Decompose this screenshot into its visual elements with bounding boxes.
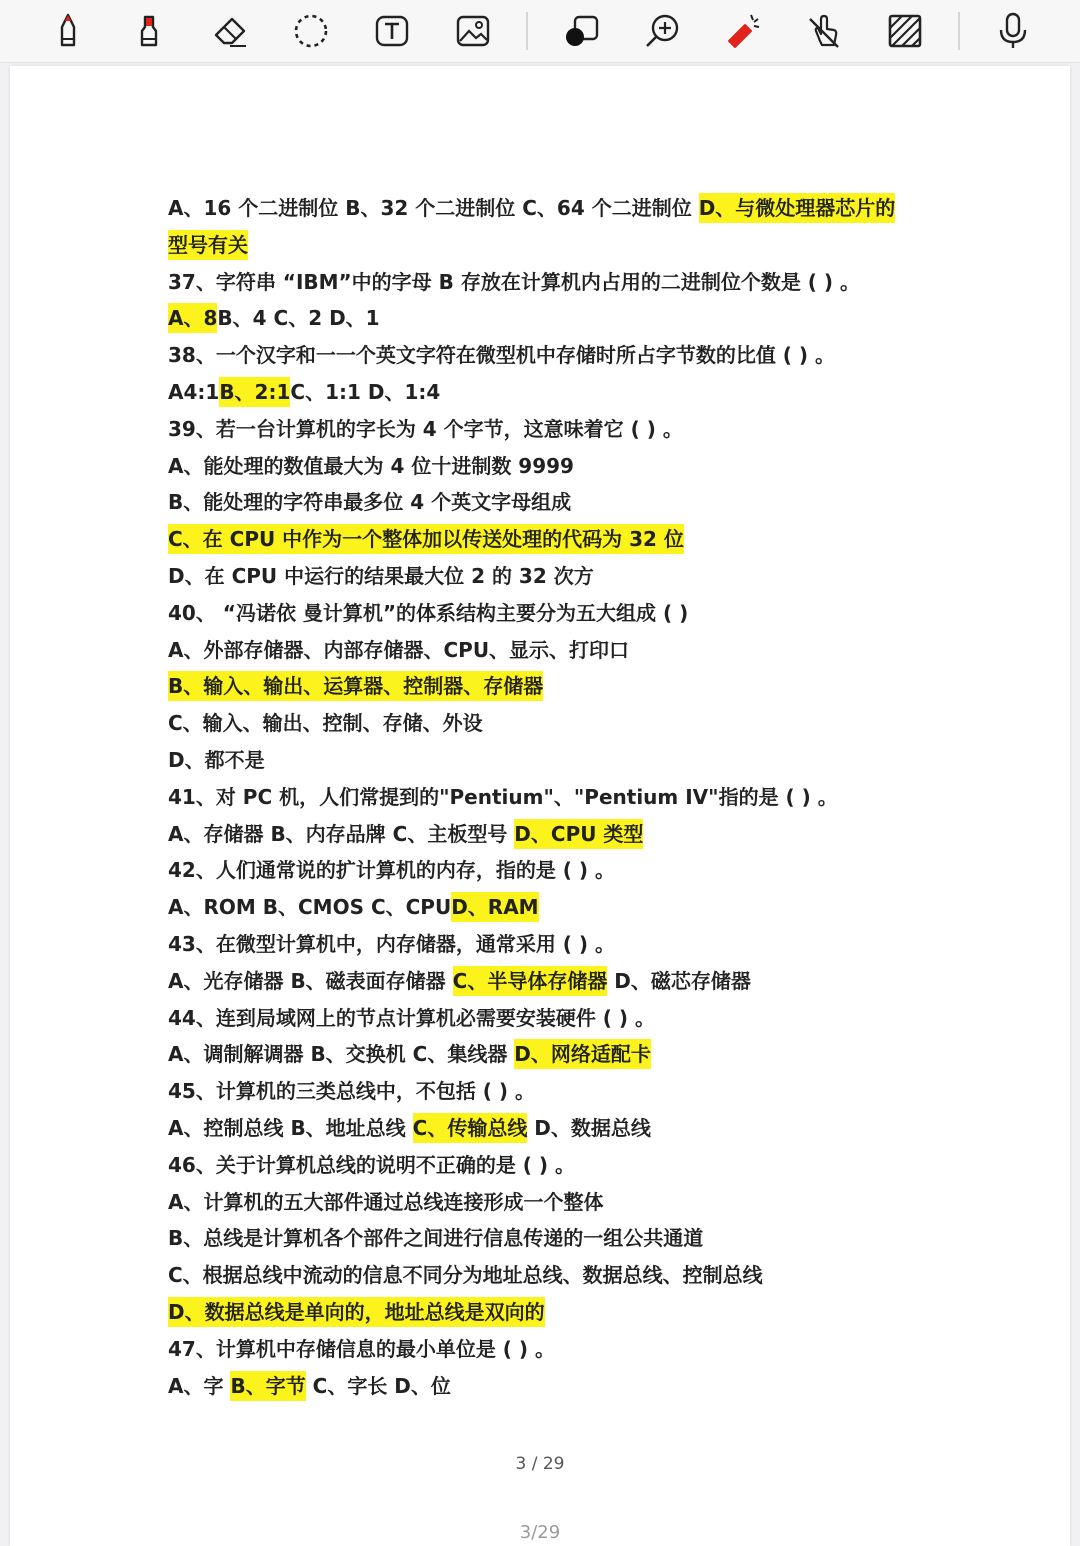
highlighter-icon xyxy=(129,11,169,51)
text-line xyxy=(168,448,948,485)
lasso-select-tool-button[interactable] xyxy=(288,8,334,54)
lasso-select-icon xyxy=(291,11,331,51)
text-line xyxy=(168,337,948,374)
text-segment: C、字长 D、位 xyxy=(305,1373,451,1398)
toolbar-divider xyxy=(526,12,528,50)
text-line xyxy=(168,300,948,337)
microphone-tool-button[interactable] xyxy=(990,8,1036,54)
text-segment: A、光存储器 B、磁表面存储器 xyxy=(168,968,453,993)
text-line xyxy=(168,264,948,301)
pen-icon xyxy=(48,11,88,51)
shape-icon xyxy=(561,11,601,51)
highlighted-answer: D、网络适配卡 xyxy=(514,1039,651,1069)
text-segment: 42、人们通常说的扩计算机的内存，指的是 ( ) 。 xyxy=(168,858,616,883)
highlighter-tool-button[interactable] xyxy=(126,8,172,54)
highlighted-answer: B、输入、输出、运算器、控制器、存储器 xyxy=(168,671,543,701)
text-segment: 46、关于计算机总线的说明不正确的是 ( ) 。 xyxy=(168,1152,576,1177)
highlighted-answer: B、字节 xyxy=(230,1371,305,1401)
text-line xyxy=(168,1147,948,1184)
highlighted-answer: C、半导体存储器 xyxy=(453,966,608,996)
text-line xyxy=(168,374,948,411)
text-segment: A、16 个二进制位 B、32 个二进制位 C、64 个二进制位 xyxy=(168,196,699,220)
highlighted-answer: D、CPU 类型 xyxy=(514,819,643,849)
text-line xyxy=(168,926,948,963)
text-segment: B、4 C、2 D、1 xyxy=(217,306,380,331)
highlighted-answer: C、传输总线 xyxy=(413,1113,528,1143)
eraser-icon xyxy=(210,11,250,51)
highlighted-answer: D、与微处理器芯片的 xyxy=(699,193,896,223)
text-segment: 44、连到局域网上的节点计算机必需要安装硬件 ( ) 。 xyxy=(168,1005,656,1030)
text-segment: D、都不是 xyxy=(168,747,265,772)
text-segment: D、数据总线 xyxy=(527,1115,651,1140)
highlighted-answer: D、RAM xyxy=(451,892,538,922)
text-segment: A4:1 xyxy=(168,379,220,404)
text-line xyxy=(168,190,948,227)
text-segment: A、计算机的五大部件通过总线连接形成一个整体 xyxy=(168,1189,604,1214)
text-line xyxy=(168,852,948,889)
text-line xyxy=(168,227,948,264)
text-line xyxy=(168,816,948,853)
page-indicator: 3 / 29 xyxy=(515,1454,565,1474)
next-page-indicator: 3/29 xyxy=(519,1522,561,1543)
text-line xyxy=(168,484,948,521)
touch-draw-icon xyxy=(804,11,844,51)
text-segment: A、调制解调器 B、交换机 C、集线器 xyxy=(168,1042,515,1067)
text-line xyxy=(168,595,948,632)
highlighted-answer: A、8 xyxy=(168,303,217,333)
text-line xyxy=(168,889,948,926)
text-line xyxy=(168,742,948,779)
text-line xyxy=(168,1000,948,1037)
text-segment: 37、字符串 “IBM”中的字母 B 存放在计算机内占用的二进制位个数是 ( ) 。 xyxy=(168,269,861,294)
text-segment: D、磁芯存储器 xyxy=(607,968,751,993)
text-line xyxy=(168,779,948,816)
text-box-icon xyxy=(372,11,412,51)
text-segment: A、外部存储器、内部存储器、CPU、显示、打印口 xyxy=(168,637,630,662)
shape-tool-button[interactable] xyxy=(558,8,604,54)
toolbar-divider xyxy=(958,12,960,50)
text-segment: B、总线是计算机各个部件之间进行信息传递的一组公共通道 xyxy=(168,1226,704,1251)
text-segment: 45、计算机的三类总线中，不包括 ( ) 。 xyxy=(168,1079,536,1104)
text-line xyxy=(168,668,948,705)
pattern-fill-tool-button[interactable] xyxy=(882,8,928,54)
text-line xyxy=(168,1294,948,1331)
text-line xyxy=(168,705,948,742)
laser-pointer-tool-button[interactable] xyxy=(720,8,766,54)
eraser-tool-button[interactable] xyxy=(207,8,253,54)
text-line xyxy=(168,1220,948,1257)
text-segment: 43、在微型计算机中，内存储器，通常采用 ( ) 。 xyxy=(168,931,616,956)
text-segment: 40、 “冯诺依 曼计算机”的体系结构主要分为五大组成 ( ) xyxy=(168,600,689,625)
highlighted-answer: B、2:1 xyxy=(219,377,290,407)
text-line xyxy=(168,521,948,558)
image-icon xyxy=(453,11,493,51)
text-segment: A、能处理的数值最大为 4 位十进制数 9999 xyxy=(168,453,574,478)
text-segment: A、ROM B、CMOS C、CPU xyxy=(168,895,452,920)
text-segment: 47、计算机中存储信息的最小单位是 ( ) 。 xyxy=(168,1336,556,1361)
text-line xyxy=(168,1184,948,1221)
zoom-add-icon xyxy=(642,11,682,51)
highlighted-answer: 型号有关 xyxy=(168,230,248,260)
text-segment: C、输入、输出、控制、存储、外设 xyxy=(168,711,483,736)
question-list xyxy=(168,190,948,1404)
text-line xyxy=(168,1036,948,1073)
text-line xyxy=(168,411,948,448)
text-line xyxy=(168,1331,948,1368)
zoom-add-tool-button[interactable] xyxy=(639,8,685,54)
text-segment: C、1:1 D、1:4 xyxy=(290,379,441,404)
highlighted-answer: C、在 CPU 中作为一个整体加以传送处理的代码为 32 位 xyxy=(168,524,684,554)
text-line xyxy=(168,1073,948,1110)
text-segment: A、字 xyxy=(168,1373,231,1398)
microphone-icon xyxy=(993,11,1033,51)
text-segment: B、能处理的字符串最多位 4 个英文字母组成 xyxy=(168,490,572,515)
text-line xyxy=(168,1257,948,1294)
text-box-tool-button[interactable] xyxy=(369,8,415,54)
text-line xyxy=(168,1110,948,1147)
text-segment: D、在 CPU 中运行的结果最大位 2 的 32 次方 xyxy=(168,563,594,588)
document-page xyxy=(10,66,1070,1546)
text-line xyxy=(168,1368,948,1405)
text-segment: A、存储器 B、内存品牌 C、主板型号 xyxy=(168,821,515,846)
text-segment: C、根据总线中流动的信息不同分为地址总线、数据总线、控制总线 xyxy=(168,1263,763,1288)
annotation-toolbar xyxy=(0,0,1080,63)
pen-tool-button[interactable] xyxy=(45,8,91,54)
laser-pointer-icon xyxy=(723,11,763,51)
text-segment: 41、对 PC 机，人们常提到的"Pentium"、"Pentium IV"指的是 ( ) 。 xyxy=(168,784,838,809)
highlighted-answer: D、数据总线是单向的，地址总线是双向的 xyxy=(168,1297,545,1327)
text-segment: 38、一个汉字和一一个英文字符在微型机中存储时所占字节数的比值 ( ) 。 xyxy=(168,343,836,368)
text-line xyxy=(168,963,948,1000)
image-tool-button[interactable] xyxy=(450,8,496,54)
text-segment: 39、若一台计算机的字长为 4 个字节，这意味着它 ( ) 。 xyxy=(168,416,683,441)
text-line xyxy=(168,632,948,669)
text-segment: A、控制总线 B、地址总线 xyxy=(168,1115,413,1140)
touch-draw-tool-button[interactable] xyxy=(801,8,847,54)
text-line xyxy=(168,558,948,595)
pattern-fill-icon xyxy=(885,11,925,51)
